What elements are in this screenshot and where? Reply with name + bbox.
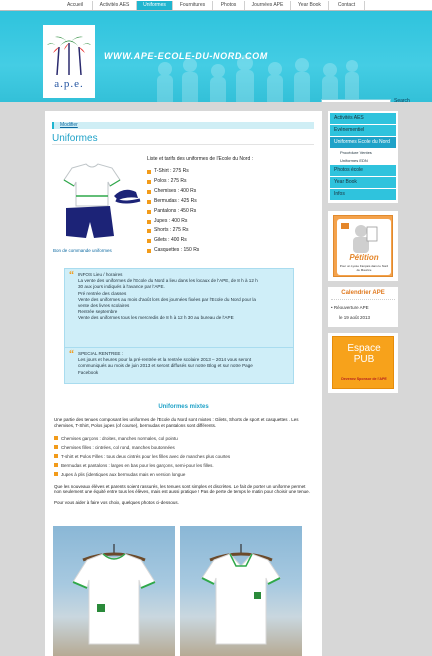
quote-icon: “	[69, 349, 74, 360]
sidebar-item-4[interactable]: Uniformes EDN	[330, 157, 396, 165]
body-text	[54, 417, 314, 506]
nav-item-6[interactable]: Year Book	[291, 1, 329, 10]
nav-item-5[interactable]: Journées APE	[245, 1, 291, 10]
advertising-banner[interactable]	[328, 333, 398, 393]
info-box-rentree	[64, 347, 294, 384]
list-item: Jupes à plis (identiques aux bermudas mais en version longue	[54, 470, 314, 479]
sidebar-menu	[328, 111, 398, 203]
info-line: La vente des uniformes de l'Ecole du Nord a lieu dans les locaux de l'APE, de 8 h à 12 h	[78, 278, 258, 284]
calendar-widget	[328, 287, 398, 327]
search-button[interactable]: Search	[394, 98, 410, 102]
nav-item-1[interactable]: Activités AES	[93, 1, 137, 10]
sidebar-item-5[interactable]: Photos école	[330, 165, 396, 176]
sidebar-item-7[interactable]: Infos	[330, 189, 396, 200]
calendar-title: Calendrier APE	[331, 290, 395, 300]
title-divider	[52, 144, 314, 145]
price-item: Chemises : 400 Rs	[147, 187, 307, 197]
info-line: Facebook	[78, 369, 99, 375]
calendar-event-label: Réouverture APE	[333, 305, 369, 310]
info-line: INFOS Lieu / horaires	[78, 272, 123, 277]
edit-link[interactable]: Modifier	[60, 122, 78, 128]
site-title[interactable]: WWW.APE-ECOLE-DU-NORD.COM	[104, 51, 268, 61]
nav-item-3[interactable]: Fournitures	[173, 1, 213, 10]
advertising-frame	[332, 336, 394, 389]
info-rentree-lines	[65, 351, 293, 376]
search-input[interactable]	[321, 99, 391, 102]
nav-item-7[interactable]: Contact	[329, 1, 365, 10]
price-item: Shorts : 275 Rs	[147, 226, 307, 236]
petition-title: Pétition	[349, 253, 379, 262]
paragraph: Que les nouveaux élèves et parents soient rassurés, les tenues sont simples et discrètes. Le fait de porter un uniforme permet non seulement une équité entre tous les élèves, mais est aussi pratique ! Pas de perte de temps le matin pour choisir une tenue.	[54, 483, 310, 495]
sidebar-item-2[interactable]: Uniformes Ecole du Nord	[330, 137, 396, 148]
uniform-tshirt-shorts-cap-image	[58, 162, 142, 242]
info-line: SPECIAL RENTREE :	[78, 351, 124, 356]
price-item: T-Shirt : 275 Rs	[147, 167, 307, 177]
price-item: Polos : 275 Rs	[147, 177, 307, 187]
calendar-event[interactable]	[331, 305, 395, 310]
section-title: Uniformes mixtes	[158, 404, 209, 410]
top-navigation	[0, 0, 432, 11]
top-nav-items	[58, 1, 365, 10]
info-hours-lines	[65, 272, 293, 322]
ape-logo[interactable]	[43, 25, 95, 98]
paragraph: Une partie des tenues composant les uniformes de l'Ecole du Nord sont mixtes : Gilets, Shorts de sport et casquettes . Les chemises, T-Shirt, Polos jupes (of course), bermudas et pantalons sont différents.	[54, 417, 299, 428]
price-items	[147, 167, 307, 256]
polo-photo[interactable]	[180, 526, 302, 656]
calendar-date: le 19 août 2013	[339, 315, 371, 320]
info-line: Pré rentrée des classes	[78, 290, 127, 296]
petition-banner[interactable]	[328, 211, 398, 281]
list-item: Chemises garçons : droites, manches normales, col pointu	[54, 434, 314, 443]
info-line: 30 aux jours indiqués à l'avance par l'APE.	[78, 284, 165, 290]
sidebar-item-3[interactable]: Procédure Ventes	[330, 149, 396, 157]
petition-subtitle: Pour un Lycée français dans le Nord de Maurice	[339, 264, 389, 272]
bullet-icon: •	[331, 305, 334, 310]
info-line: communiqués au mois de juin 2013 et seront diffusés sur notre Blog et sur notre Page	[78, 363, 253, 369]
price-item: Jupes : 400 Rs	[147, 217, 307, 227]
info-line: vente des livres scolaires	[78, 303, 130, 309]
nav-item-2[interactable]: Uniformes	[137, 1, 173, 10]
tshirt-on-hanger-image	[53, 526, 175, 656]
main-content	[45, 111, 322, 656]
list-item: Bermudas et pantalons : larges en bas pour les garçons, semi-pour les filles.	[54, 461, 314, 470]
polo-on-hanger-image	[180, 526, 302, 656]
page-title: Uniformes	[52, 133, 98, 144]
petition-frame	[333, 215, 393, 277]
price-list-intro: Liste et tarifs des uniformes de l'Ecole du Nord :	[147, 156, 254, 162]
edit-bar	[52, 122, 314, 129]
nav-item-4[interactable]: Photos	[213, 1, 245, 10]
quote-icon: “	[69, 270, 74, 281]
sidebar-item-6[interactable]: Year Book	[330, 177, 396, 188]
advertising-title-line1: Espace	[347, 343, 381, 354]
uniform-differences-list	[54, 434, 314, 479]
price-list	[147, 156, 307, 256]
petition-card	[337, 219, 391, 275]
list-item: Chemises filles : cintrées, col rond, manches boutonnées	[54, 443, 314, 452]
sidebar-item-0[interactable]: Activités AES	[330, 113, 396, 124]
petition-figure-icon	[337, 221, 391, 255]
price-item: Casquettes : 150 Rs	[147, 246, 307, 256]
price-item: Pantalons : 450 Rs	[147, 207, 307, 217]
list-item: T-shirt et Polos Filles : tous deux cintrés pour les filles avec de manches plus courtes	[54, 452, 314, 461]
tshirt-photo[interactable]	[53, 526, 175, 656]
info-line: Les jours et heures pour la pré-rentrée et la rentrée scolaire 2013 – 2014 vous seront	[78, 357, 252, 363]
advertising-title-line2: PUB	[353, 354, 375, 365]
paragraph: Pour vous aider à faire vos choix, quelques photos ci-dessous.	[54, 500, 179, 506]
price-item: Bermudas : 425 Rs	[147, 197, 307, 207]
palm-trees-logo-icon	[43, 27, 95, 79]
info-line: Vente des uniformes tous les mercredis de 8 h à 12 h 30 au bureau de l'APE	[78, 315, 234, 321]
info-line: Rentrée septembre	[78, 309, 118, 315]
info-box-hours	[64, 268, 294, 350]
info-line: Vente des uniformes au mois d'août lors des journées fixées par l'Ecole du Nord pour la	[78, 296, 256, 302]
order-form-link[interactable]: Bon de commande uniformes	[53, 248, 112, 253]
site-header	[0, 11, 432, 102]
price-item: Gilets : 400 Rs	[147, 236, 307, 246]
sidebar-item-1[interactable]: Evénementiel	[330, 125, 396, 136]
advertising-subtitle: Devenez Sponsor de l'APE	[341, 377, 387, 381]
nav-item-0[interactable]: Accueil	[58, 1, 93, 10]
logo-text: a.p.e.	[54, 78, 84, 90]
